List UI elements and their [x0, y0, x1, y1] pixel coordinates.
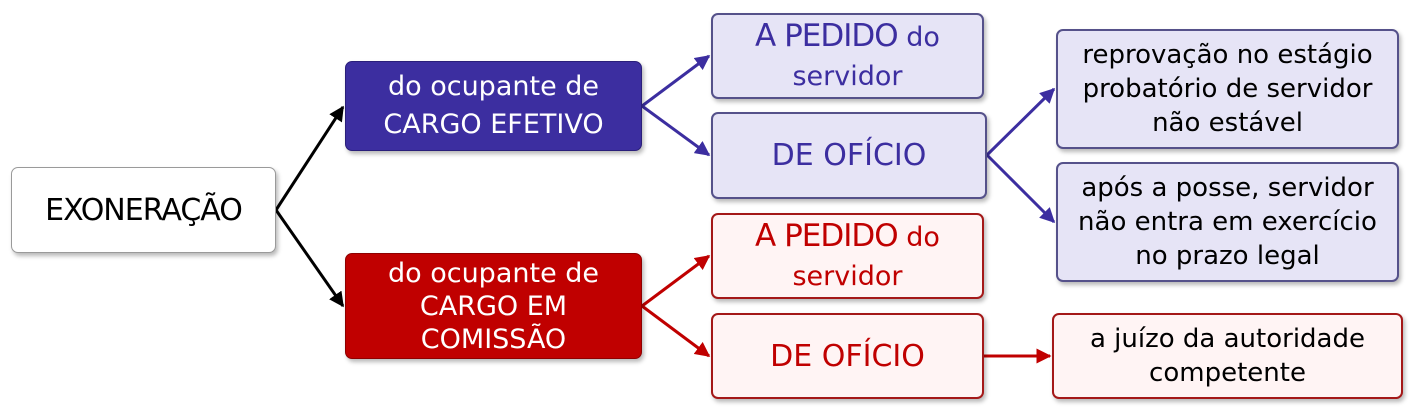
result-juizo-line-1: a juízo da autoridade	[1089, 324, 1365, 354]
cargo-comissao-node	[345, 253, 642, 359]
result-posse-line-1: após a posse, servidor	[1081, 173, 1374, 203]
efetivo-a-pedido-strong: A PEDIDO	[755, 17, 898, 54]
result-reprovacao-line-1: reprovação no estágio	[1082, 40, 1373, 70]
result-juizo-line-2: competente	[1149, 358, 1306, 388]
comissao-a-pedido-line-1	[755, 217, 940, 257]
comissao-de-oficio-node	[711, 313, 984, 399]
cargo-efetivo-node	[345, 61, 642, 151]
cargo-efetivo-line-2: CARGO EFETIVO	[383, 109, 604, 140]
comissao-de-oficio-label: DE OFÍCIO	[770, 338, 925, 374]
result-reprovacao-line-2: probatório de servidor	[1082, 74, 1373, 104]
arrow-root-to-comissao	[276, 210, 343, 306]
exoneracao-node	[11, 167, 276, 253]
result-juizo-node	[1052, 313, 1403, 399]
cargo-comissao-line-3: COMISSÃO	[420, 323, 567, 355]
efetivo-de-oficio-label: DE OFÍCIO	[771, 138, 927, 173]
exoneracao-label: EXONERAÇÃO	[45, 192, 242, 228]
efetivo-a-pedido-node	[711, 13, 984, 99]
result-posse-node	[1056, 162, 1399, 282]
result-reprovacao-line-3: não estável	[1152, 108, 1303, 138]
cargo-efetivo-line-1: do ocupante de	[387, 71, 600, 102]
result-posse-line-3: no prazo legal	[1135, 241, 1320, 271]
result-posse-line-2: não entra em exercício	[1078, 207, 1377, 237]
efetivo-a-pedido-rest: do	[897, 21, 940, 53]
efetivo-a-pedido-line-2: servidor	[792, 60, 903, 92]
comissao-a-pedido-line-2: servidor	[792, 260, 903, 292]
efetivo-a-pedido-line-1	[755, 17, 940, 57]
comissao-a-pedido-rest: do	[897, 221, 940, 253]
result-reprovacao-node	[1056, 29, 1399, 149]
arrow-oficio-to-reprovacao	[987, 89, 1054, 155]
efetivo-de-oficio-node	[711, 112, 987, 199]
comissao-a-pedido-strong: A PEDIDO	[755, 217, 898, 254]
arrow-oficio-to-posse	[987, 155, 1054, 222]
cargo-comissao-line-1: do ocupante de	[387, 257, 600, 289]
arrow-efetivo-to-oficio	[642, 106, 709, 155]
arrow-comissao-to-pedido	[642, 256, 709, 306]
arrow-root-to-efetivo	[276, 107, 343, 210]
cargo-comissao-line-2: CARGO EM	[419, 290, 568, 322]
arrow-comissao-to-oficio	[642, 306, 709, 356]
arrow-efetivo-to-pedido	[642, 56, 709, 106]
comissao-a-pedido-node	[711, 213, 984, 299]
